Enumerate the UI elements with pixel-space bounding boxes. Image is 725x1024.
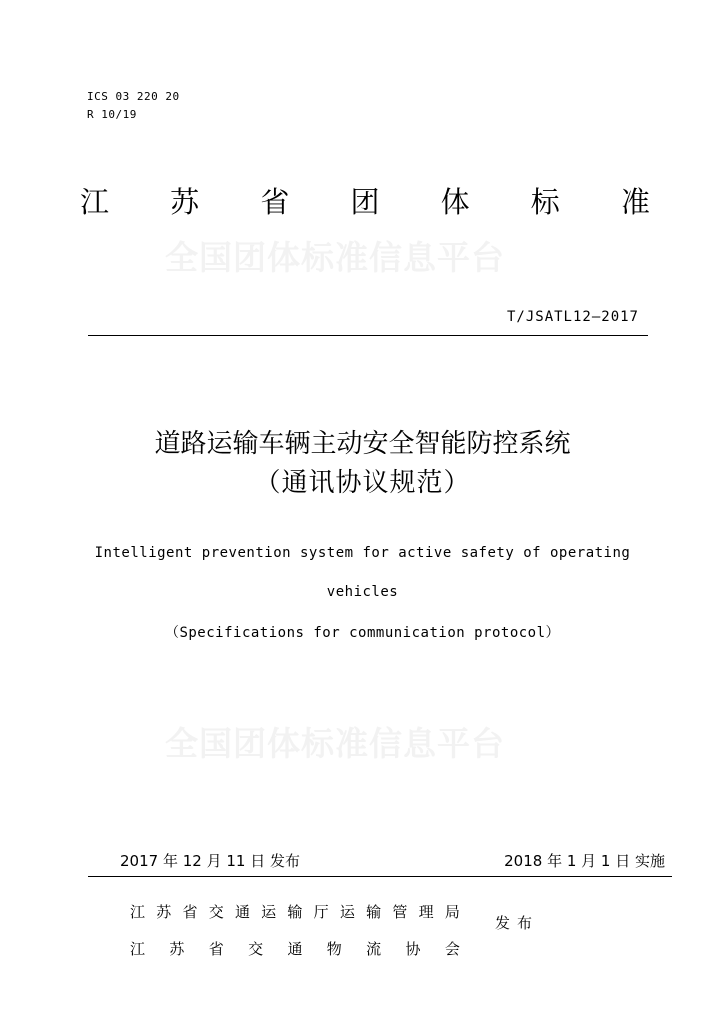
issuer-transport-dept	[130, 899, 460, 925]
issuer-char: 运	[261, 903, 277, 921]
implementation-date: 2018 年 1 月 1 日 实施	[504, 852, 665, 870]
title-en-line-3: （Specifications for communication protocol）	[164, 625, 561, 641]
issuer-char: 管	[392, 903, 408, 921]
org-title-char: 省	[260, 185, 290, 219]
issuer-char: 交	[208, 903, 224, 921]
issuer-char: 厅	[313, 903, 329, 921]
issuer-char: 局	[444, 903, 460, 921]
issuer-char: 运	[339, 903, 355, 921]
header-divider	[88, 335, 648, 336]
standard-number: T/JSATL12—2017	[506, 309, 639, 325]
issuer-logistics-assoc	[130, 936, 460, 962]
title-en-line-2: vehicles	[326, 584, 399, 600]
title-zh-line-2: （通讯协议规范）	[254, 468, 471, 498]
issuer-char: 省	[182, 903, 198, 921]
watermark-top: 全国团体标准信息平台	[165, 238, 505, 277]
issuer-char: 会	[444, 940, 460, 958]
issuer-char: 通	[287, 940, 303, 958]
org-standard-title	[80, 180, 650, 224]
issuer-char: 协	[405, 940, 421, 958]
issue-date: 2017 年 12 月 11 日 发布	[120, 852, 300, 870]
watermark-bottom: 全国团体标准信息平台	[165, 724, 505, 763]
issuer-char: 物	[326, 940, 342, 958]
issuer-char: 江	[130, 903, 146, 921]
issuer-char: 理	[418, 903, 434, 921]
org-title-char: 江	[80, 185, 110, 219]
issuer-char: 苏	[156, 903, 172, 921]
issuer-char: 输	[366, 903, 382, 921]
issuer-char: 通	[234, 903, 250, 921]
issuer-char: 江	[130, 940, 146, 958]
org-title-char: 苏	[170, 185, 200, 219]
org-title-char: 标	[530, 185, 560, 219]
org-title-char: 团	[350, 185, 380, 219]
issuer-char: 流	[366, 940, 382, 958]
issuer-char: 省	[208, 940, 224, 958]
title-zh-line-1: 道路运输车辆主动安全智能防控系统	[154, 429, 571, 459]
issuer-char: 交	[248, 940, 264, 958]
issuer-char: 苏	[169, 940, 185, 958]
org-title-char: 准	[620, 185, 650, 219]
ccs-code: R 10/19	[87, 108, 137, 121]
ics-code: ICS 03 220 20	[87, 90, 180, 103]
footer-divider	[88, 876, 672, 877]
publish-label: 发布	[495, 914, 540, 932]
org-title-char: 体	[440, 185, 470, 219]
title-en-line-1: Intelligent prevention system for active safety of operating	[94, 545, 631, 561]
issuer-char: 输	[287, 903, 303, 921]
